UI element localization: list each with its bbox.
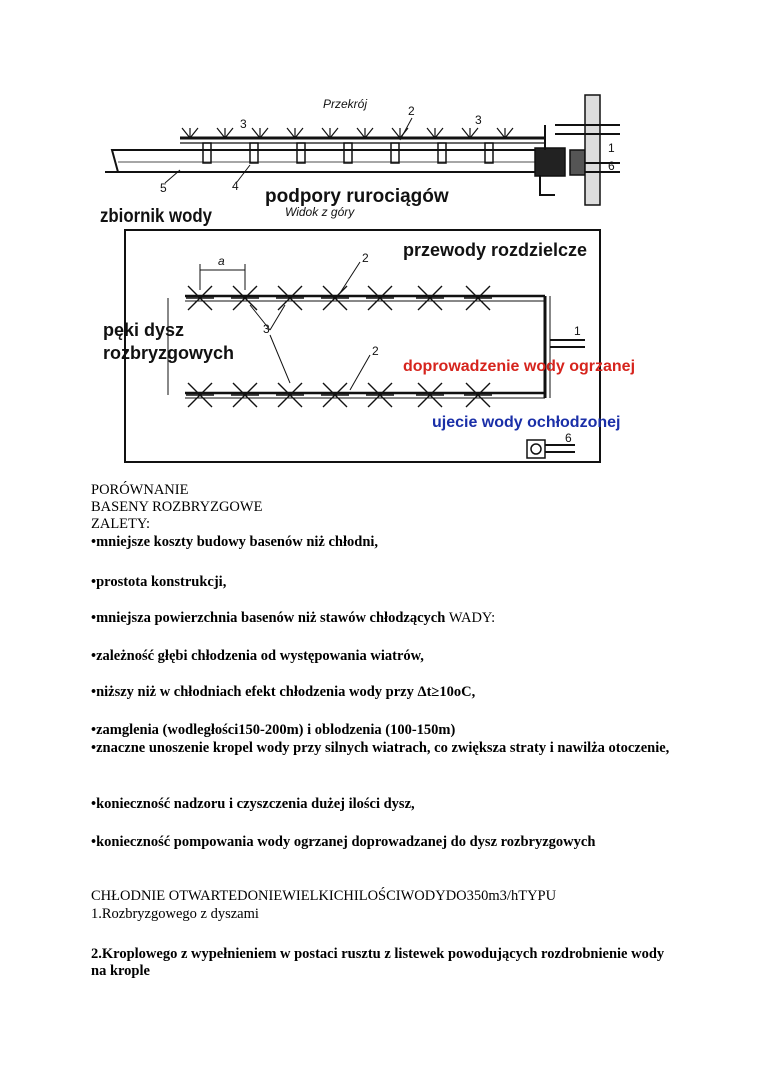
section-number-5: 5: [160, 181, 167, 195]
label-nozzle-bunches-line2: rozbryzgowych: [103, 343, 235, 363]
section-number-2: 2: [408, 104, 415, 118]
plan-number-3: 3: [263, 322, 270, 336]
section-number-3a: 3: [240, 117, 247, 131]
section-number-3b: 3: [475, 113, 482, 127]
point-pumping: •konieczność pompowania wody ogrzanej doprowadzanej do dysz rozbryzgowych: [91, 834, 596, 850]
pipe-supports: [203, 143, 493, 163]
heading-disadvantages: WADY:: [448, 610, 496, 626]
plan-number-1: 1: [574, 324, 581, 338]
nozzle-bunches-upper: [186, 286, 492, 310]
point-lower-effect: •niższy niż w chłodniach efekt chłodzenia wody przy Δt≥10oC,: [91, 684, 476, 700]
nozzle-bunches-lower: [186, 383, 492, 407]
label-nozzle-bunches-line1: pęki dysz: [103, 320, 185, 340]
section-number-4: 4: [232, 179, 239, 193]
section-title: Przekrój: [323, 97, 368, 111]
point-fog-icing: •zamglenia (wodległości150-200m) i oblodzenia (100-150m): [91, 722, 456, 738]
label-hot-water-supply: doprowadzenie wody ogrzanej: [403, 358, 636, 375]
plan-number-6: 6: [565, 431, 572, 445]
item-spray-type: 1.Rozbryzgowego z dyszami: [91, 906, 259, 922]
heading-spray-ponds: BASENY ROZBRYZGOWE: [91, 499, 263, 515]
plan-number-2a: 2: [362, 251, 369, 265]
spray-pond-diagram: [0, 0, 760, 470]
label-cooled-water-intake: ujecie wody ochłodzonej: [432, 414, 621, 431]
point-simplicity: •prostota konstrukcji,: [91, 574, 227, 590]
plan-title: Widok z góry: [285, 205, 355, 219]
point-wind-dependence: •zależność głębi chłodzenia od występowania wiatrów,: [91, 648, 424, 664]
label-pipe-supports: podpory rurociągów: [265, 186, 449, 207]
label-distribution-pipes: przewody rozdzielcze: [403, 240, 588, 260]
basin-section: [112, 150, 540, 172]
heading-open-towers: CHŁODNIE OTWARTEDONIEWIELKICHILOŚCIWODYDO350m3/hTYPU: [91, 888, 557, 904]
spacing-label: a: [218, 254, 225, 268]
section-number-1: 1: [608, 141, 615, 155]
label-reservoir: zbiornik wody: [100, 206, 213, 227]
item-drip-type: 2.Kroplowego z wypełnieniem w postaci rusztu z listewek powodujących rozdrobnienie wody na krople: [91, 946, 665, 979]
plan-number-2b: 2: [372, 344, 379, 358]
point-drift-losses: •znaczne unoszenie kropel wody przy silnych wiatrach, co zwiększa straty i nawilża otoczenie,: [91, 740, 670, 756]
point-nozzle-maintenance: •konieczność nadzoru i czyszczenia dużej ilości dysz,: [91, 796, 415, 812]
section-number-6: 6: [608, 159, 615, 173]
point-smaller-area: [91, 610, 495, 627]
point-lower-cost: •mniejsze koszty budowy basenów niż chłodni,: [91, 534, 379, 550]
point-smaller-area-text: •mniejsza powierzchnia basenów niż stawów chłodzących: [91, 610, 449, 626]
heading-advantages: ZALETY:: [91, 516, 151, 532]
heading-comparison: PORÓWNANIE: [91, 482, 189, 498]
